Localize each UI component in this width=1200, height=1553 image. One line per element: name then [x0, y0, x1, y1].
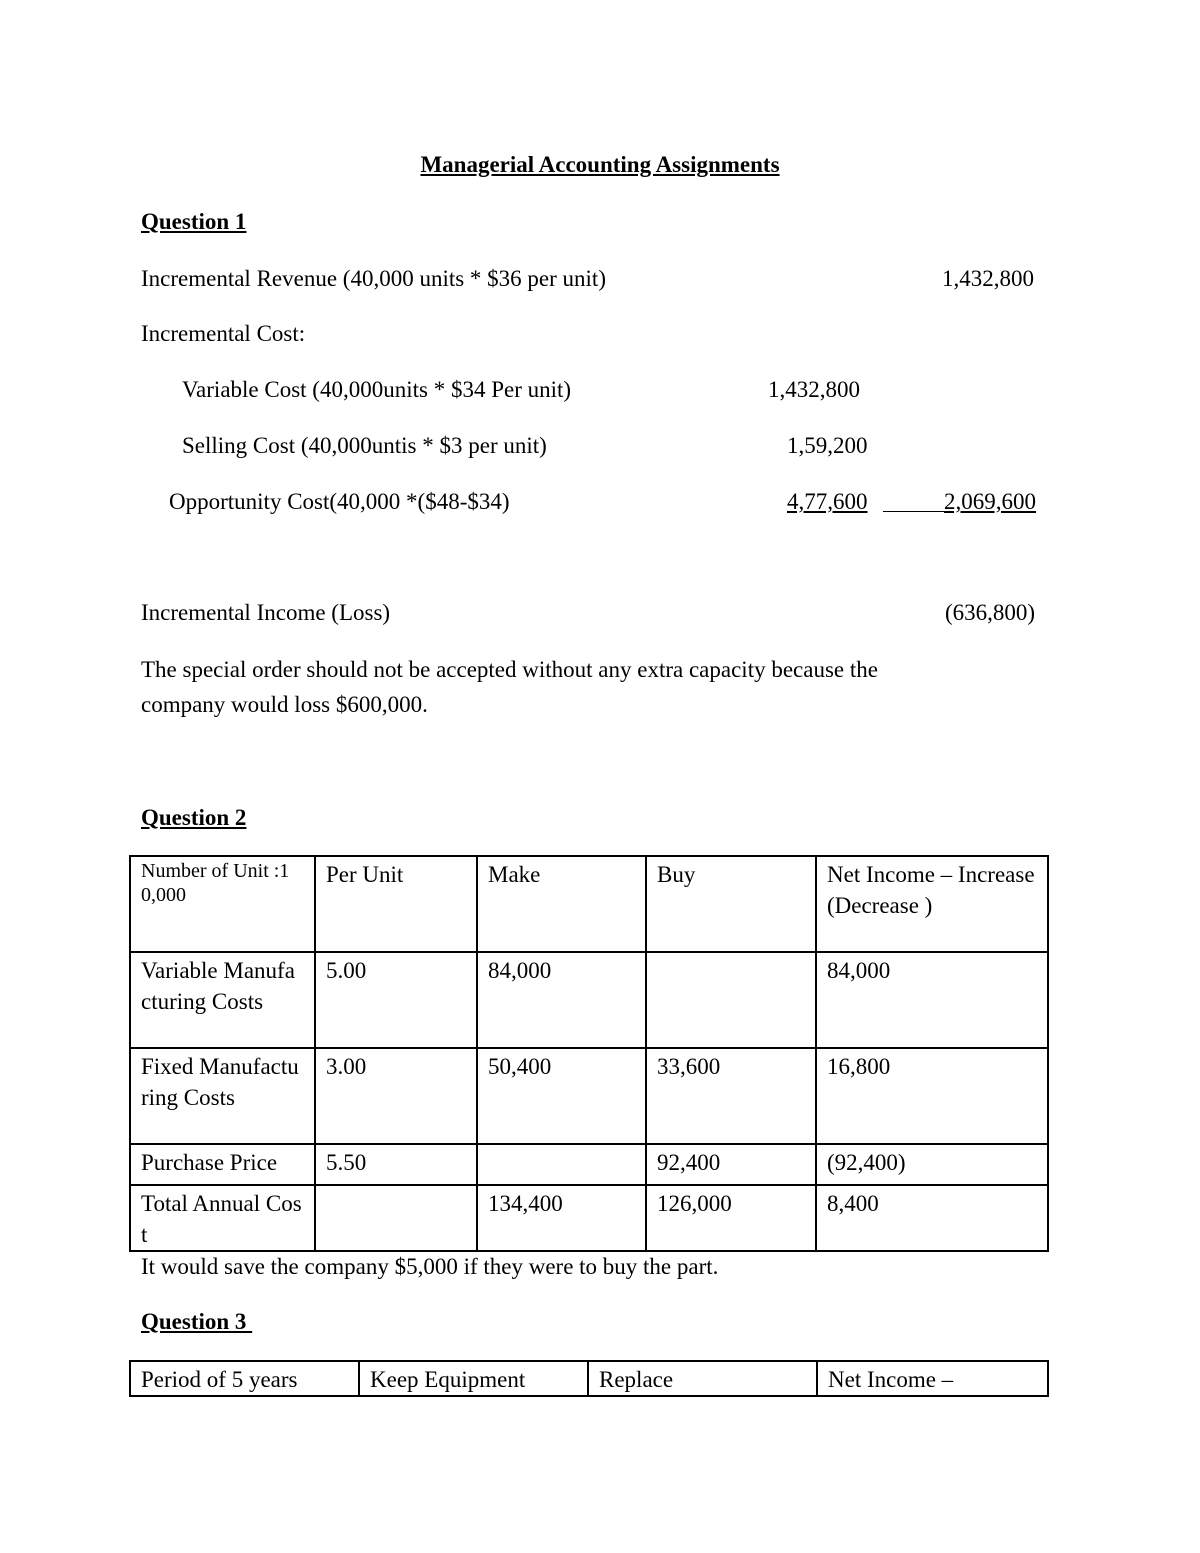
total-incremental-cost-value: 2,069,600 — [944, 489, 1036, 514]
table-cell: 50,400 — [477, 1048, 646, 1144]
table-cell: 84,000 — [477, 952, 646, 1048]
table-cell — [477, 1144, 646, 1185]
table-cell: 126,000 — [646, 1185, 816, 1251]
incremental-income-value: (636,800) — [945, 600, 1036, 625]
variable-cost-value: 1,432,800 — [768, 377, 860, 402]
header-cell: Buy — [646, 856, 816, 952]
header-cell: Number of Unit :10,000 — [130, 856, 315, 952]
question-2-heading: Question 2 — [141, 805, 247, 830]
make-or-buy-table — [129, 855, 1049, 1252]
table-cell: 33,600 — [646, 1048, 816, 1144]
selling-cost-value: 1,59,200 — [787, 433, 868, 458]
header-cell: Make — [477, 856, 646, 952]
underline-divider — [883, 511, 944, 512]
table-header-row — [130, 856, 1048, 952]
table-cell — [646, 952, 816, 1048]
table-cell: 84,000 — [816, 952, 1048, 1048]
table-row — [130, 1185, 1048, 1251]
question-1-heading: Question 1 — [141, 209, 247, 234]
table-cell: 92,400 — [646, 1144, 816, 1185]
equipment-table — [129, 1360, 1049, 1397]
table-cell: Fixed Manufacturing Costs — [130, 1048, 315, 1144]
table-cell: 5.50 — [315, 1144, 477, 1185]
table-cell: (92,400) — [816, 1144, 1048, 1185]
table-row — [130, 952, 1048, 1048]
selling-cost-label: Selling Cost (40,000untis * $3 per unit) — [182, 433, 547, 458]
q1-conclusion-line-2: company would loss $600,000. — [141, 692, 428, 717]
table-cell: 16,800 — [816, 1048, 1048, 1144]
question-3-heading: Question 3 — [141, 1309, 253, 1334]
header-cell: Net Income – Increase(Decrease ) — [816, 856, 1048, 952]
header-cell: Net Income – — [817, 1361, 1048, 1396]
table-cell: Purchase Price — [130, 1144, 315, 1185]
q1-conclusion-line-1: The special order should not be accepted without any extra capacity because the — [141, 657, 878, 682]
table-cell: 5.00 — [315, 952, 477, 1048]
page-title: Managerial Accounting Assignments — [420, 152, 780, 177]
table-row — [130, 1144, 1048, 1185]
q2-conclusion: It would save the company $5,000 if they were to buy the part. — [141, 1254, 719, 1279]
table-cell: 8,400 — [816, 1185, 1048, 1251]
table-cell: 134,400 — [477, 1185, 646, 1251]
opportunity-cost-value: 4,77,600 — [787, 489, 868, 514]
incremental-cost-label: Incremental Cost: — [141, 321, 306, 346]
header-cell: Keep Equipment — [359, 1361, 588, 1396]
incremental-revenue-label: Incremental Revenue (40,000 units * $36 per unit) — [141, 266, 606, 291]
header-cell: Period of 5 years — [130, 1361, 359, 1396]
table-cell — [315, 1185, 477, 1251]
table-cell: Total Annual Cost — [130, 1185, 315, 1251]
incremental-income-label: Incremental Income (Loss) — [141, 600, 391, 625]
variable-cost-label: Variable Cost (40,000units * $34 Per unit) — [182, 377, 572, 402]
table-row — [130, 1048, 1048, 1144]
header-cell: Per Unit — [315, 856, 477, 952]
table-header-row — [130, 1361, 1048, 1396]
table-cell: Variable Manufacturing Costs — [130, 952, 315, 1048]
header-cell: Replace — [588, 1361, 817, 1396]
table-cell: 3.00 — [315, 1048, 477, 1144]
opportunity-cost-label: Opportunity Cost(40,000 *($48-$34) — [169, 489, 510, 514]
incremental-revenue-value: 1,432,800 — [942, 266, 1034, 291]
